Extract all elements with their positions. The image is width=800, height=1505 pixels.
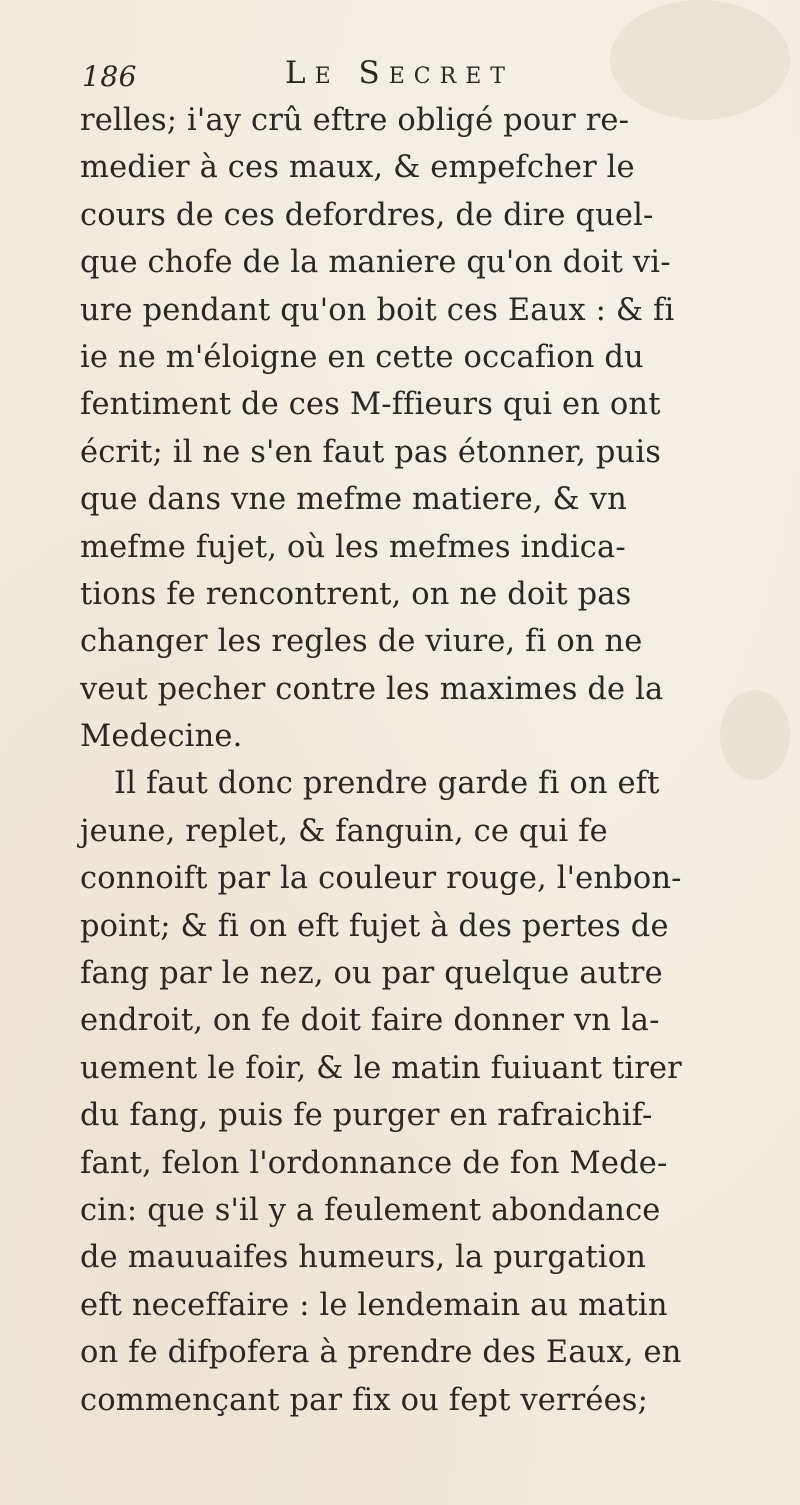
text-line: veut pecher contre les maximes de la	[80, 671, 664, 707]
text-line: fant, felon l'ordonnance de fon Mede-	[80, 1145, 668, 1181]
page-number: 186	[82, 60, 137, 93]
text-line: fang par le nez, ou par quelque autre	[80, 956, 663, 992]
text-line: ie ne m'éloigne en cette occafion du	[80, 339, 644, 375]
text-line: eft neceffaire : le lendemain au matin	[80, 1287, 668, 1323]
paragraph-start-line: Il faut donc prendre garde fi on eft	[114, 766, 660, 802]
text-line: point; & fi on eft fujet à des pertes de	[80, 908, 669, 944]
text-line: ure pendant qu'on boit ces Eaux : & fi	[80, 292, 675, 328]
page-header	[82, 52, 642, 96]
text-line: cours de ces defordres, de dire quel-	[80, 197, 654, 233]
text-line: connoift par la couleur rouge, l'enbon-	[80, 861, 682, 897]
text-line: medier à ces maux, & empefcher le	[80, 150, 635, 186]
text-line: on fe difpofera à prendre des Eaux, en	[80, 1335, 682, 1371]
text-line: tions fe rencontrent, on ne doit pas	[80, 576, 632, 612]
text-line: endroit, on fe doit faire donner vn la-	[80, 1003, 660, 1039]
text-line: relles; i'ay crû eftre obligé pour re-	[80, 103, 630, 138]
text-line: changer les regles de viure, fi on ne	[80, 624, 643, 660]
text-line: commençant par fix ou fept verrées;	[80, 1382, 648, 1418]
text-line: jeune, replet, & fanguin, ce qui fe	[80, 813, 608, 849]
text-line: de mauuaifes humeurs, la purgation	[80, 1240, 647, 1276]
text-line: mefme fujet, où les mefmes indica-	[80, 529, 626, 565]
body-text	[80, 97, 740, 1424]
text-line: écrit; il ne s'en faut pas étonner, puis	[80, 434, 662, 470]
text-line: Medecine.	[80, 719, 243, 755]
text-line: cin: que s'il y a feulement abondance	[80, 1192, 661, 1228]
text-line: du fang, puis fe purger en rafraichif-	[80, 1098, 653, 1134]
text-line: que dans vne mefme matiere, & vn	[80, 482, 627, 518]
text-line: que chofe de la maniere qu'on doit vi-	[80, 245, 671, 281]
running-head: Le Secret	[285, 55, 514, 91]
text-line: fentiment de ces M-ffieurs qui en ont	[80, 387, 661, 423]
text-line: uement le foir, & le matin fuiuant tirer	[80, 1050, 682, 1086]
